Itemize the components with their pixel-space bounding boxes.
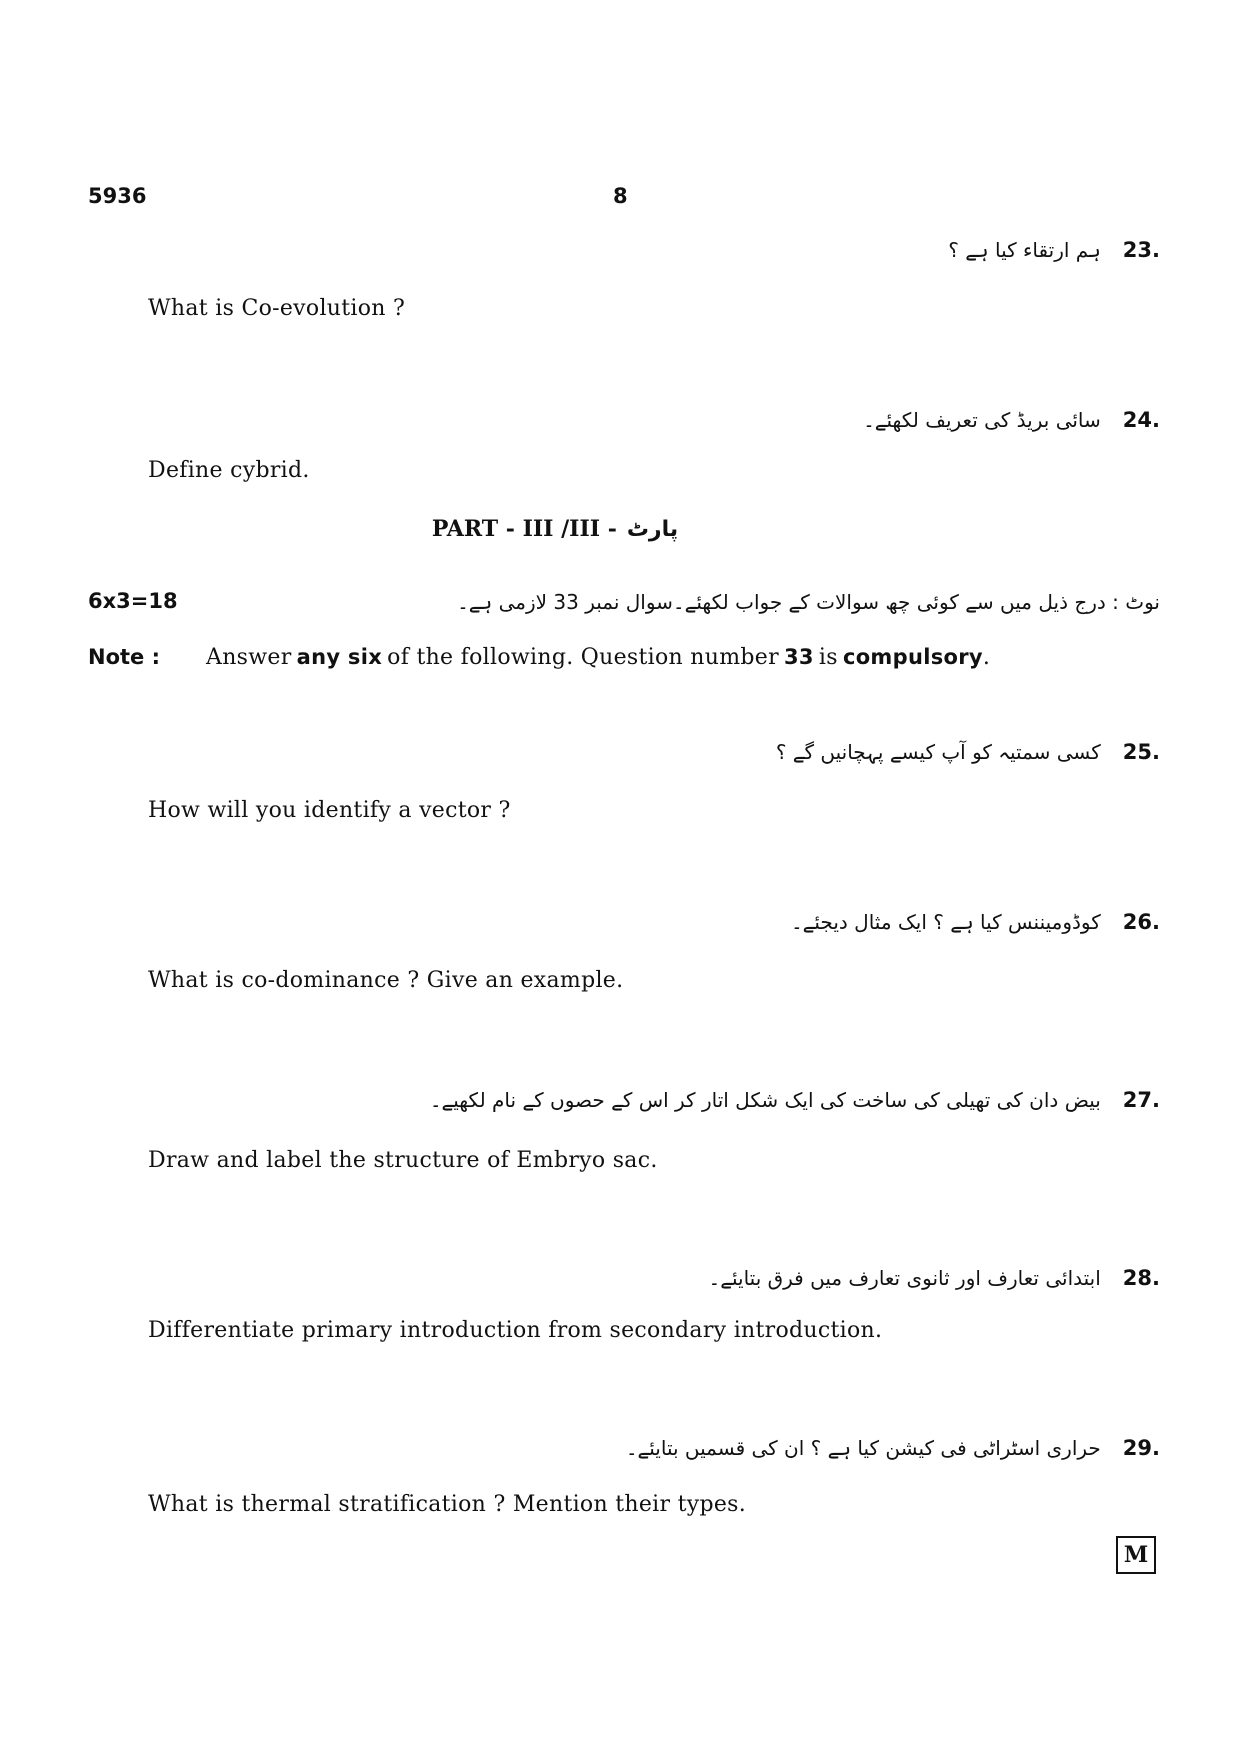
question-29-english: What is thermal stratification ? Mention their types.: [148, 1492, 747, 1517]
question-28-english: Differentiate primary introduction from secondary introduction.: [148, 1318, 883, 1343]
question-27-english: Draw and label the structure of Embryo sac.: [148, 1148, 658, 1173]
question-number: 23.: [1122, 238, 1160, 262]
page-number: 8: [613, 184, 628, 208]
note-english: [88, 645, 990, 670]
question-28-urdu-row: [709, 1266, 1160, 1290]
question-number: 25.: [1122, 740, 1160, 764]
note-urdu: نوٹ : درج ذیل میں سے کوئی چھ سوالات کے جواب لکھئے۔سوال نمبر 33 لازمی ہے۔: [457, 590, 1160, 614]
question-26-urdu-row: [791, 910, 1160, 934]
question-23-urdu-row: [948, 238, 1160, 262]
paper-code: 5936: [88, 184, 147, 208]
medium-code-box: M: [1116, 1536, 1156, 1574]
question-number: 24.: [1122, 408, 1160, 432]
part-heading-english: PART - III /III -: [431, 516, 617, 542]
question-26-english: What is co-dominance ? Give an example.: [148, 968, 624, 993]
marks-scheme: 6x3=18: [88, 589, 178, 613]
note-text-part: of the following. Question number: [387, 645, 779, 670]
part-heading-urdu: پارٹ: [626, 517, 679, 542]
question-24-english: Define cybrid.: [148, 458, 310, 483]
note-text-part: is: [818, 645, 838, 670]
question-urdu-text: سائی بریڈ کی تعریف لکھئے۔: [863, 408, 1101, 432]
question-27-urdu-row: [430, 1088, 1160, 1112]
question-23-english: What is Co-evolution ?: [148, 296, 406, 321]
note-any-six: any six: [296, 645, 383, 669]
question-number: 26.: [1122, 910, 1160, 934]
question-urdu-text: کسی سمتیہ کو آپ کیسے پہچانیں گے ؟: [775, 740, 1101, 764]
part-heading: [0, 516, 1240, 542]
question-urdu-text: حراری اسٹراٹی فی کیشن کیا ہے ؟ ان کی قسمیں بتایئے۔: [625, 1436, 1101, 1460]
question-number: 27.: [1122, 1088, 1160, 1112]
question-number: 28.: [1122, 1266, 1160, 1290]
question-25-english: How will you identify a vector ?: [148, 798, 511, 823]
question-urdu-text: ہم ارتقاء کیا ہے ؟: [948, 238, 1101, 262]
note-text-part: Answer: [206, 645, 292, 670]
question-urdu-text: بیض دان کی تھیلی کی ساخت کی ایک شکل اتار کر اس کے حصوں کے نام لکھیے۔: [429, 1088, 1101, 1112]
note-label: Note :: [88, 645, 160, 669]
question-24-urdu-row: [863, 408, 1160, 432]
question-29-urdu-row: [626, 1436, 1160, 1460]
note-question-number: 33: [784, 645, 814, 669]
question-urdu-text: ابتدائی تعارف اور ثانوی تعارف میں فرق بتایئے۔: [708, 1266, 1101, 1290]
note-text-part: .: [982, 645, 991, 670]
question-urdu-text: کوڈومیننس کیا ہے ؟ ایک مثال دیجئے۔: [790, 910, 1101, 934]
question-number: 29.: [1122, 1436, 1160, 1460]
note-compulsory: compulsory: [842, 645, 983, 669]
question-25-urdu-row: [776, 740, 1160, 764]
